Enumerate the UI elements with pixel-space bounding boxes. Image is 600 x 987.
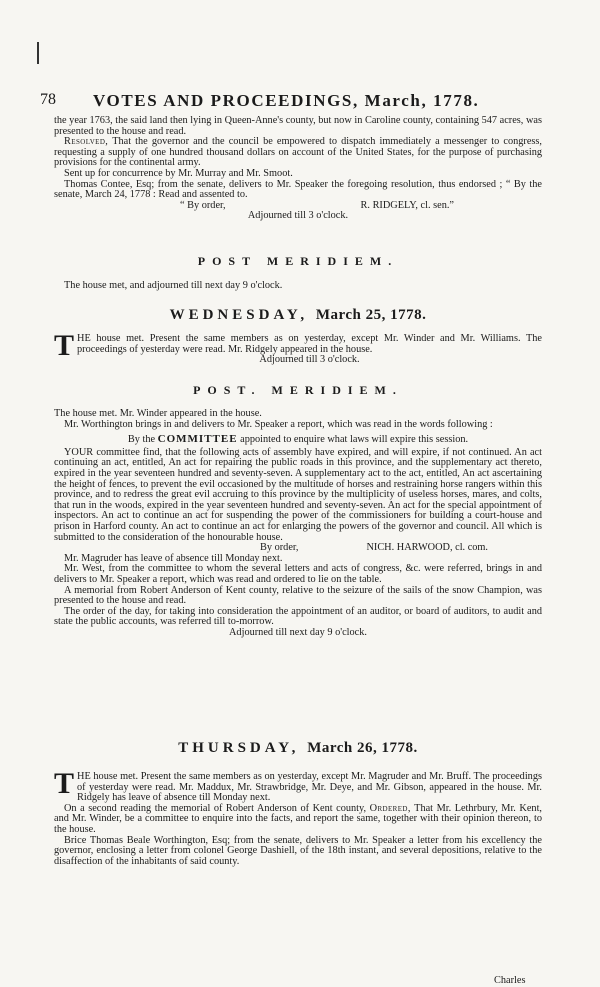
drop-cap: T [54, 767, 75, 800]
paragraph: Mr. West, from the committee to whom the several letters and acts of congress, &c. were referred, brings in and delivers to Mr. Speaker a report, which was read and ordered to lie on the table. [54, 563, 542, 585]
paragraph [54, 281, 542, 292]
drop-cap: T [54, 329, 75, 362]
paragraph: The house met. Mr. Winder appeared in the house. [54, 408, 262, 419]
paragraph [54, 804, 542, 836]
signature-name: NICH. HARWOOD, cl. com. [366, 542, 488, 554]
paragraph [54, 137, 542, 169]
pm-section [54, 409, 542, 638]
paragraph: The order of the day, for taking into consideration the appointment of an auditor, or board of auditors, to audit and state the public accounts, was referred till to-morrow. [54, 605, 542, 628]
paragraph-text: The house met, and adjourned till next day 9 o'clock. [64, 280, 283, 291]
paragraph: Brice Thomas Beale Worthington, Esq; from the senate, delivers to Mr. Speaker a letter from his excellency the governor, enclosing a letter from colonel George Dashiell, of the 18th instant, and several depositions, relative to the disaffection of the inhabitants of said county. [54, 834, 542, 867]
signature-by: By order, [260, 542, 299, 554]
paragraph: Mr. Magruder has leave of absence till Monday next. [64, 552, 283, 564]
paragraph [54, 767, 542, 804]
committee-pre: By the [127, 434, 156, 446]
paragraph-text: That the governor and the council be empowered to dispatch immediately a messenger to congress, requesting a supply of one hundred thousand dollars on account of the United States, for the purpose of purchasing provisions for the continental army. [54, 136, 542, 169]
paragraph: Thomas Contee, Esq; from the senate, delivers to Mr. Speaker the foregoing resolution, thus endorsed ; “ By the senate, March 24, 1778 : Read and assented to. [54, 178, 542, 201]
paragraph: Mr. Worthington brings in and delivers to Mr. Speaker a report, which was read in the words following : [64, 418, 493, 430]
signature-name: R. RIDGELY, cl. sen.” [360, 199, 454, 211]
committee-word: COMMITTEE [157, 433, 238, 446]
adjournment: Adjourned till 3 o'clock. [247, 210, 349, 222]
committee-report: YOUR committee find, that the following acts of assembly have expired, and will expire, if not continued. An act continuing an act, entitled, An act for repairing the public roads in this province, and the supplementary act thereto, expired in the year seventeen hundred and seventy-seven. A supplementary act to the act, entitled, An act ascertaining the height of fences, to prevent the evil occasioned by the multitude of horses and restraining horse rangers within this province, and to redress the great evil accruing to this province by the multiplicity of useless horses, mares, and colts, that run in the woods, expired in the year seventeen hundred and seventy-seven. An act for the special appointment of inspectors. An act to continue an act for suspending the power of the commissioners for building a court-house and prison in Harford county. An act to continue an act for enlarging the powers of the governor and council. All which is submitted to the consideration of the honourable house. [54, 446, 542, 543]
ordered-label: Ordered, [369, 802, 411, 814]
post-meridiem-heading: POST. MERIDIEM. [193, 383, 403, 397]
page-header [40, 91, 560, 109]
resolved-label: Resolved, [64, 136, 109, 148]
paragraph-text: HE house met. Present the same members as on yesterday, except Mr. Winder and Mr. Williams. The proceedings of yesterday were read. Mr. Ridgely appeared in the house. [77, 333, 542, 355]
wednesday-heading [54, 307, 542, 324]
page-number: 78 [40, 91, 56, 108]
thursday-section [54, 767, 543, 867]
adjournment: Adjourned till 3 o'clock. [259, 354, 360, 366]
post-meridiem-heading: POST MERIDIEM. [197, 254, 399, 268]
top-block [54, 116, 542, 222]
ink-mark [37, 42, 39, 64]
paragraph: Sent up for concurrence by Mr. Murray and Mr. Smoot. [64, 167, 293, 179]
paragraph: A memorial from Robert Anderson of Kent county, relative to the seizure of the sails of the snow Champion, was presented to the house and read. [54, 584, 542, 607]
day-date: March 25, 1778. [315, 307, 427, 323]
thursday-heading [54, 740, 542, 757]
paragraph-text: That Mr. Lethrbury, Mr. Kent, and Mr. Winder, be a committee to enquire into the facts, and report the same, together with their opinion thereon, to the house. [54, 802, 543, 835]
adjournment: Adjourned till next day 9 o'clock. [229, 626, 367, 638]
paragraph-text: On a second reading the memorial of Robert Anderson of Kent county, [64, 802, 367, 814]
day-date: March 26, 1778. [307, 740, 418, 756]
paragraph-text: HE house met. Present the same members as on yesterday, except Mr. Magruder and Mr. Bruff. The proceedings of yesterday were read. Mr. Maddux, Mr. Strawbridge, Mr. Deye, and Mr. Gibson, appeared in the house. Mr. Ridgely has leave of absence till Monday next. [77, 771, 542, 804]
wednesday-section [54, 329, 542, 366]
signature-by: “ By order, [180, 199, 226, 211]
day-name: WEDNESDAY, [169, 307, 309, 323]
day-name: THURSDAY, [178, 740, 300, 756]
committee-post: appointed to enquire what laws will expire this session. [240, 434, 469, 446]
committee-heading [54, 434, 542, 446]
running-title: VOTES AND PROCEEDINGS, March, 1778. [93, 91, 480, 110]
catchword: Charles [494, 975, 526, 986]
paragraph: the year 1763, the said land then lying in Queen-Anne's county, but now in Caroline county, containing 547 acres, was presented to the house and read. [54, 115, 542, 137]
